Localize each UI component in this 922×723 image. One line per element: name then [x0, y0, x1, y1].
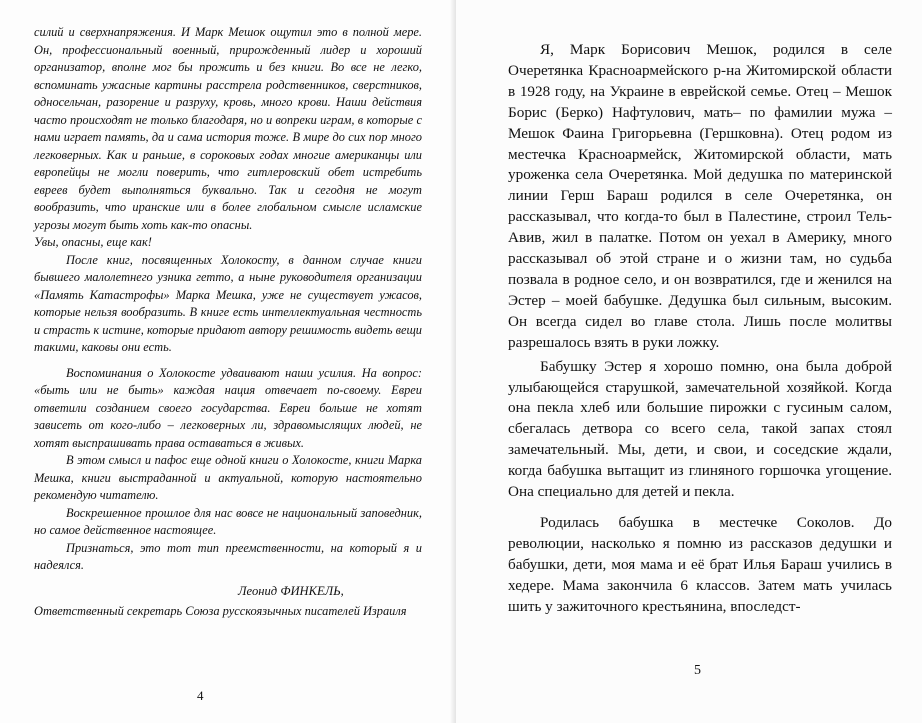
right-page-body	[508, 40, 892, 617]
paragraph: Признаться, это тот тип преемственности, на который я и надеялся.	[34, 540, 422, 572]
left-page	[0, 0, 456, 723]
paragraph: Бабушку Эстер я хорошо помню, она была доброй улыбающейся старушкой, замечательной хозяйкой. Когда она пекла хлеб или большие пирожки с гусиным салом, сбегалась детвора со всего села, такой запах стоял замечательный. Мы, дети, и свои, и соседские ждали, когда бабушка вытащит из глиняного горшочка угощение. Она специально для детей и пекла.	[508, 357, 892, 501]
signature-role: Ответственный секретарь Союза русскоязычных писателей Израиля	[34, 604, 407, 618]
left-page-body	[34, 24, 422, 575]
paragraph: После книг, посвященных Холокосту, в данном случае книги бывшего малолетнего узника гетто, а ныне руководителя организации «Память Катастрофы» Марка Мешка, уже не существует ужасов, которые нельзя вообразить. В книге есть интеллектуальная честность и страсть к истине, которые придают автору решимость видеть вещи такими, каковы они есть.	[34, 252, 422, 354]
paragraph: В этом смысл и пафос еще одной книги о Холокосте, книги Марка Мешка, книги выстраданной и актуальной, которую настоятельно рекомендую читателю.	[34, 453, 422, 502]
paragraph: Увы, опасны, еще как!	[34, 235, 152, 249]
paragraph: силий и сверхнапряжения. И Марк Мешок ощутил это в полной мере. Он, профессиональный военный, прирожденный лидер и хороший организатор, вполне мог бы прожить и без книги. Во все не легко, вспоминать ужасные картины расстрела родственников, сверстников, односельчан, разорение и разруху, кровь, много крови. Наши действия часто происходят не только благодаря, но и вопреки играм, в которые с нами играет память, да и сама история тоже. В мире до сих пор много легковерных. Как и раньше, в сороковых годах многие американцы или европейцы не могли поверить, что гитлеровский обет истребить евреев будет выполняться буквально. Так и сегодня не могут вообразить, что иранские или в более глобальном смысле исламские угрозы могут быть хоть как-то опасны.	[34, 25, 422, 232]
paragraph: Воспоминания о Холокосте удваивают наши усилия. На вопрос: «быть или не быть» каждая нация отвечает по-своему. Евреи ответили созданием своего государства. Евреи больше не хотят зависеть от кого-либо – легковерных ли, здравомыслящих людей, не хотят выспрашивать права оставаться в живых.	[34, 365, 422, 450]
signature-name: Леонид ФИНКЕЛЬ,	[238, 584, 344, 598]
paragraph: Воскрешенное прошлое для нас вовсе не национальный заповедник, но самое действенное настоящее.	[34, 505, 422, 537]
paragraph: Родилась бабушка в местечке Соколов. До революции, насколько я помню из рассказов дедушки и бабушки, дети, моя мама и её брат Илья Бараш учились в хедере. Мама закончила 6 классов. Затем мать училась шить у зажиточного крестьянина, впоследст-	[508, 513, 892, 615]
page-number-left: 4	[197, 688, 204, 703]
page-number-right: 5	[694, 663, 701, 678]
paragraph: Я, Марк Борисович Мешок, родился в селе Очеретянка Красноармейского р-на Житомирской области в 1928 году, на Украине в еврейской семье. Отец – Мешок Борис (Берко) Нафтулович, мать– по фамилии мужа – Мешок Фаина Григорьевна (Гершковна). Отец родом из местечка Красноармейск, Житомирской области, мать уроженка села Очеретянка. Мой дедушка по материнской линии Герш Бараш родился в селе Очеретянка, он рассказывал, что когда-то был в Палестине, строил Тель-Авив, жил в палатке. Потом он уехал в Америку, много рассказывал об этой стране и о жизни там, но судьба позвала в родное село, и он возвратился, где и женился на Эстер – моей бабушке. Дедушка был сильным, высоким. Он всегда сидел во главе стола. Лишь после молитвы разрешалось взять в руки ложку.	[508, 41, 892, 351]
